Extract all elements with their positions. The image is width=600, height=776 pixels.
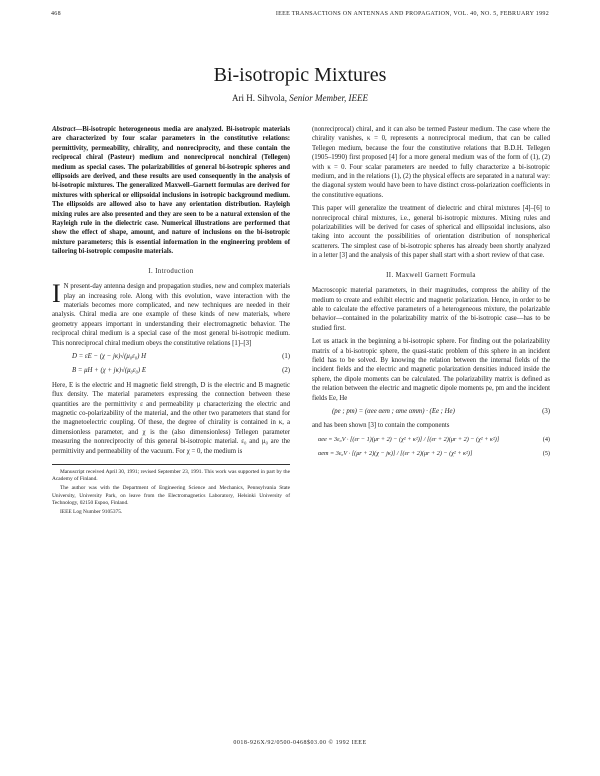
right-column: [312, 125, 550, 464]
footnote: [52, 464, 290, 516]
equation-5: [312, 449, 550, 458]
right-paragraph-4: Let us attack in the beginning a bi-isotropic sphere. For finding out the polarizability matrix of a bi-isotropic sphere, the quasi-static problem of this sphere in an incident field has to be solved. By knowing the relation between the internal fields of the incident fields and the electric and magnetic polarization densities induced inside the sphere, the dipole moments can be calculated. The polarizability matrix is defined as the relation between the electric and magnetic dipole moments pe, pm and the incident fields Ee, He: [312, 338, 550, 402]
equation-3-body: (pe ; pm) = (αee αem ; αme αmm) · (Ee ; He): [332, 407, 455, 415]
right-paragraph-2: This paper will generalize the treatment of dielectric and chiral mixtures [4]–[6] to nonreciprocal chiral mixtures, i.e., general bi-isotropic mixtures. Mixing rules and polarizabilities will be derived for cases of spherical and ellipsoidal inclusions, also taking into account the possibilities of orientation distribution of nonspherical scatterers. The simplest case of bi-isotropic spheres has already been shortly analyzed in a letter [3] and the analysis of this paper shall start with a short review of that case.: [312, 205, 550, 260]
equation-2: [52, 366, 290, 375]
right-paragraph-5: and has been shown [3] to contain the components: [312, 422, 450, 430]
equation-4-number: (4): [542, 435, 550, 443]
author-affiliation: Senior Member, IEEE: [289, 93, 368, 103]
equation-1-number: (1): [282, 352, 290, 360]
equation-4: [312, 435, 550, 444]
intro-paragraph-1: [52, 279, 290, 348]
equation-5-body: αem = 3ε₀V · [(μr + 2)(χ − jκ)] / [(εr + 2)(μr + 2) − (χ² + κ²)]: [318, 450, 473, 458]
intro-paragraph-2: Here, E is the electric and H magnetic field strength, D is the electric and B magnetic flux density. The material parameters expressing the connection between these quantities are the permittivity ε and permeability μ characterizing the electric and magnetic co-polarizability of the material, and the other two parameters that stand for the magnetoelectric coupling. Of these, the degree of chirality is contained in κ, a dimensionless parameter, and χ is the (also dimensionless) Tellegen parameter measuring the nonreciprocity of this general bi-isotropic material. ε₀ and μ₀ are the permittivity and permeability of the vacuum. For χ = 0, the medium is: [52, 381, 290, 455]
equation-3: [312, 407, 550, 416]
footnote-ieee-log: IEEE Log Number 9105375.: [60, 509, 123, 516]
running-header: [51, 11, 549, 21]
footnote-received: Manuscript received April 30, 1991; revised September 23, 1991. This work was supported in part by the Academy of Finland.: [52, 469, 290, 483]
page-number: 468: [51, 11, 61, 17]
section-heading-maxwell-garnett: II. Maxwell Garnett Formula: [386, 271, 476, 279]
copyright-line: 0018-926X/92/0500-0468$03.00 © 1992 IEEE: [233, 740, 367, 746]
section-heading-intro: I. Introduction: [148, 267, 194, 275]
paper-title: Bi-isotropic Mixtures: [213, 64, 387, 86]
journal-name: IEEE TRANSACTIONS ON ANTENNAS AND PROPAGATION, VOL. 40, NO. 5, FEBRUARY 1992: [275, 11, 549, 17]
author-name: Ari H. Sihvola,: [232, 93, 287, 103]
equation-5-number: (5): [542, 450, 550, 458]
footnote-address: The author was with the Department of Engineering Science and Mechanics, Pennsylvania State University, University Park, on leave from the Electromagnetics Laboratory, Helsinki University of Technology, 02150 Espoo, Finland.: [52, 485, 290, 506]
equation-3-number: (3): [542, 407, 550, 415]
right-paragraph-3: Macroscopic material parameters, in their magnitudes, compress the ability of the medium to create and exhibit electric and magnetic polarization. Hence, in order to be able to calculate the effective parameters of a heterogeneous mixture, the polarizable behavior—contained in the polarizability matrix of the bi-isotropic case—has to be studied first.: [312, 287, 550, 332]
author-line: [0, 93, 600, 103]
equation-2-number: (2): [282, 367, 290, 375]
abstract: [52, 125, 290, 257]
equation-1-body: D = εE − (χ − jκ)√(μ₀ε₀) H: [72, 352, 147, 360]
left-column: [52, 125, 290, 518]
abstract-text: —Bi-isotropic heterogeneous media are analyzed. Bi-isotropic materials are characterized by four scalar parameters in the constitutive relations: permittivity, permeability, chirality, and nonreciprocity, and these contain the reciprocal chiral (Pasteur) medium and nonreciprocal nonchiral (Tellegen) medium as special cases. The polarizabilities of general bi-isotropic spheres and ellipsoids are derived, and these results are used consequently in the analysis of bi-isotropic mixtures. The generalized Maxwell–Garnett formulas are derived for mixtures with spherical or ellipsoidal inclusions in isotropic background medium. The ellipsoids are allowed also to have any orientation distribution. Rayleigh mixing rules are also presented and they are seen to be a natural extension of the Rayleigh rule in the dielectric case. Numerical illustrations are performed that show the effect of shape, amount, and nature of inclusions on the bi-isotropic mixture parameters; this is essential information in the engineering problem of tailoring bi-isotropic composite materials.: [52, 126, 290, 256]
equation-2-body: B = μH + (χ + jκ)√(μ₀ε₀) E: [72, 367, 147, 375]
right-paragraph-1: (nonreciprocal) chiral, and it can also be termed Pasteur medium. The case where the chirality vanishes, κ = 0, represents a nonreciprocal medium, that can be called Tellegen medium, because the four the constitutive relations that B.D.H. Tellegen (1905–1990) first proposed [4] for a more general medium was of the form of (1), (2) with κ = 0. Four scalar parameters are needed to fully characterize a bi-isotropic medium, and in the relations (1), (2) the physical effects are separated in a natural way: the diagonal system would have been to have distinct cross-polarization coefficients in the constitutive equations.: [312, 126, 550, 199]
abstract-label: Abstract: [52, 126, 76, 133]
intro-text-1: N present-day antenna design and propagation studies, new and complex materials play an increasing role. Along with this evolution, wave interaction with the materials becomes more complicated, and new techniques are needed in their analysis. Chiral media are one example of these kinds of new materials, where geometry appears important in understanding their electromagnetic behavior. The reciprocal chiral medium is a special case of the most general bi-isotropic medium. This nonreciprocal chiral medium obeys the constitutive relations [1]–[3]: [52, 283, 290, 347]
drop-cap: I: [52, 279, 61, 309]
equation-1: [52, 352, 290, 361]
equation-4-body: αee = 3ε₀V · [(εr − 1)(μr + 2) − (χ² + κ²)] / [(εr + 2)(μr + 2) − (χ² + κ²)]: [318, 435, 500, 443]
